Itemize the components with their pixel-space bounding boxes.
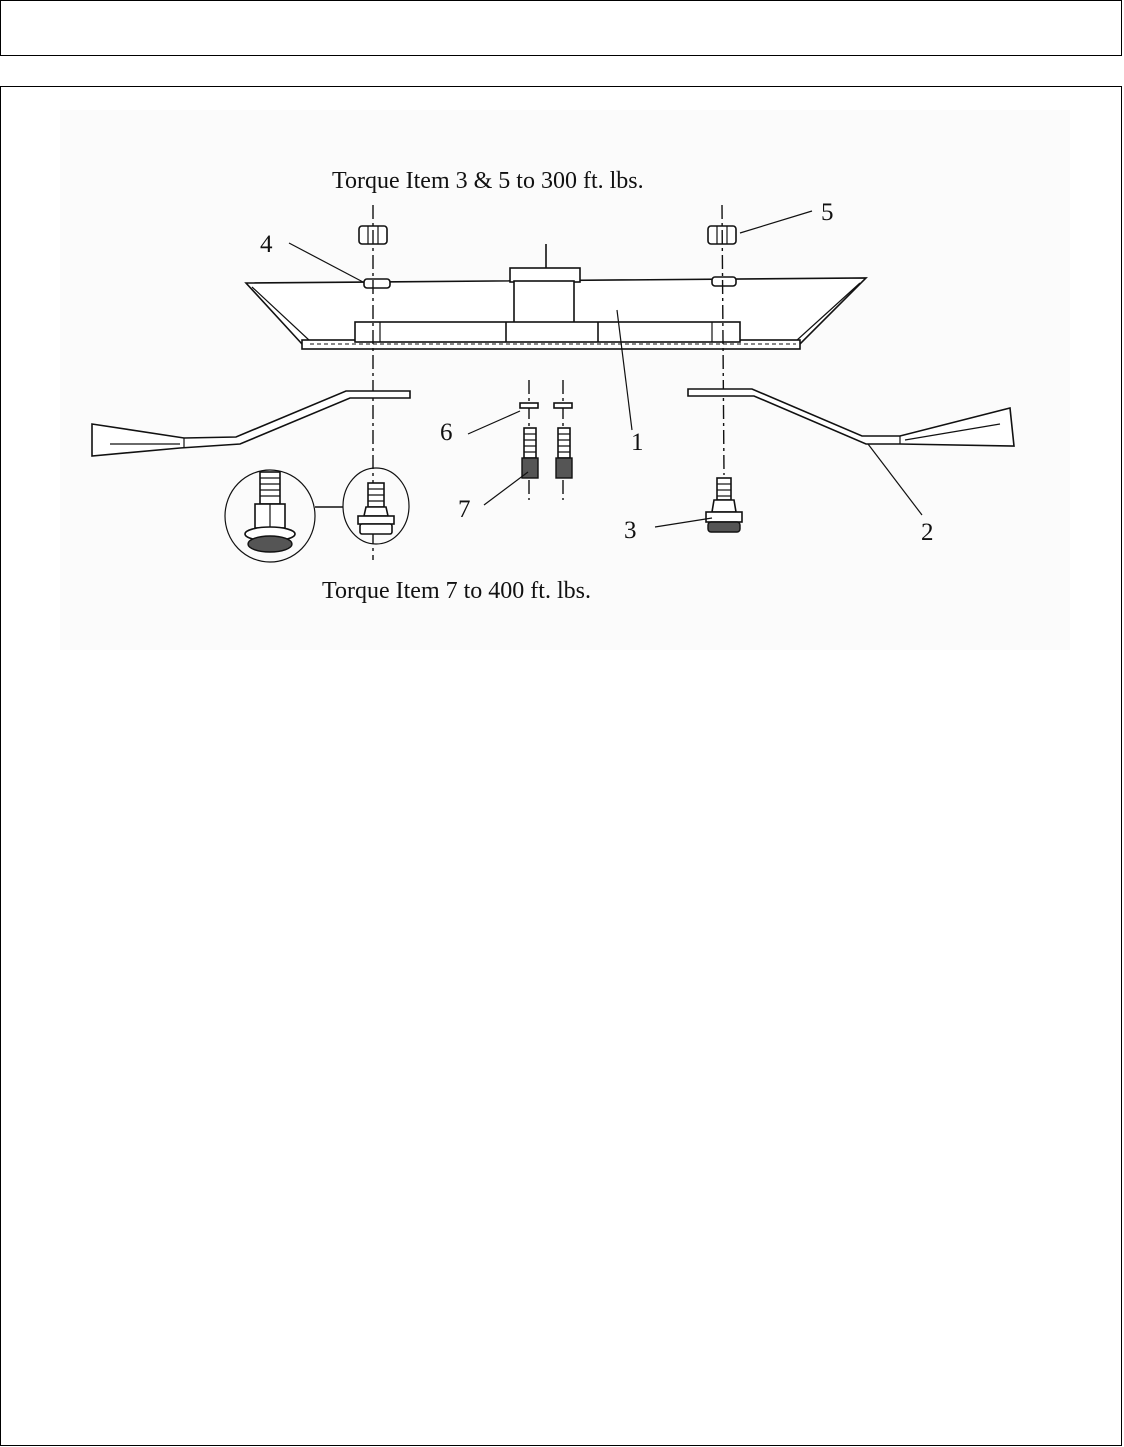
bolt-item7-right	[556, 428, 572, 478]
callout-2: 2	[921, 519, 934, 546]
top-torque-caption: Torque Item 3 & 5 to 300 ft. lbs.	[332, 168, 644, 194]
callout-7: 7	[458, 496, 471, 523]
bolt-item7-left	[522, 428, 538, 478]
callout-1: 1	[631, 429, 644, 456]
washer-right	[712, 277, 736, 286]
pin-right	[554, 403, 572, 408]
callout-5: 5	[821, 199, 834, 226]
callout-4: 4	[260, 231, 273, 258]
washer-left	[364, 279, 390, 288]
callout-3: 3	[624, 517, 637, 544]
callout-6: 6	[440, 419, 453, 446]
pin-left	[520, 403, 538, 408]
bottom-torque-caption: Torque Item 7 to 400 ft. lbs.	[322, 578, 591, 604]
